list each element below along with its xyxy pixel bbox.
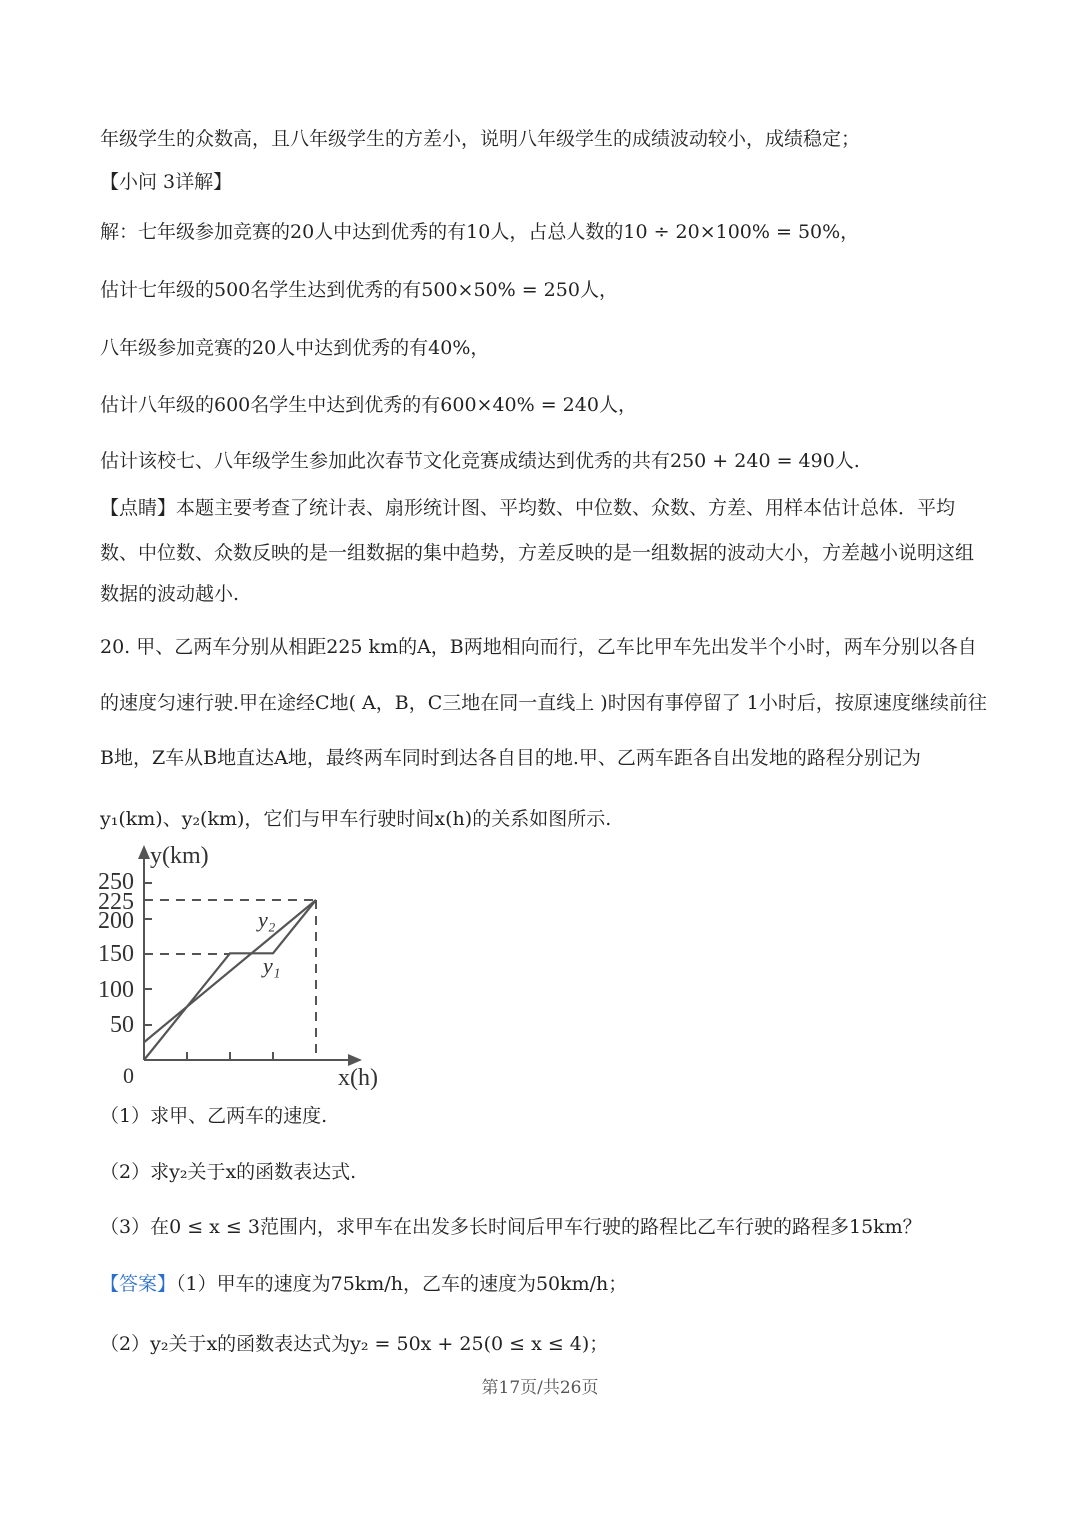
comment-line-3: 数据的波动越小. xyxy=(100,583,240,605)
text-line-5: 八年级参加竞赛的20人中达到优秀的有40%， xyxy=(100,337,490,359)
question-line-1: 20. 甲、乙两车分别从相距225 km的A，B两地相向而行，乙车比甲车先出发半个小时，两车分别以各自 xyxy=(100,636,977,658)
subquestion-1: （1）求甲、乙两车的速度. xyxy=(100,1105,328,1127)
text-line-3: 解：七年级参加竞赛的20人中达到优秀的有10人，占总人数的10 ÷ 20×100% = 50%， xyxy=(100,221,860,243)
y-tick-225: 225 xyxy=(98,889,134,915)
y-tick-200: 200 xyxy=(98,908,134,934)
y-axis-label: y(km) xyxy=(150,843,209,869)
question-line-3: B地，Z车从B地直达A地，最终两车同时到达各自目的地.甲、乙两车距各自出发地的路程分别记为 xyxy=(100,747,921,769)
x-axis-label: x(h) xyxy=(338,1065,378,1091)
answer-tag: 【答案】 xyxy=(100,1273,177,1295)
comment-line-1: 【点睛】本题主要考查了统计表、扇形统计图、平均数、中位数、众数、方差、用样本估计总体．平均 xyxy=(100,497,956,519)
distance-time-graph xyxy=(90,835,400,1095)
y-tick-250: 250 xyxy=(98,869,134,895)
question-line-4: y₁(km)、y₂(km)，它们与甲车行驶时间x(h)的关系如图所示. xyxy=(100,808,612,830)
question-line-2: 的速度匀速行驶.甲在途经C地( A，B，C三地在同一直线上 )时因有事停留了 1小时后，按原速度继续前往 xyxy=(100,692,987,714)
comment-line-2: 数、中位数、众数反映的是一组数据的集中趋势，方差反映的是一组数据的波动大小，方差越小说明这组 xyxy=(100,542,975,564)
series-y2-label: y₂ xyxy=(258,907,276,932)
series-y1-label: y₁ xyxy=(263,953,281,978)
y-tick-100: 100 xyxy=(98,977,134,1003)
origin-label: 0 xyxy=(123,1063,134,1088)
y-tick-150: 150 xyxy=(98,941,134,967)
subquestion-3: （3）在0 ≤ x ≤ 3范围内，求甲车在出发多长时间后甲车行驶的路程比乙车行驶的路程多15km？ xyxy=(100,1216,922,1238)
series-y1-line xyxy=(144,900,316,1060)
subquestion-2: （2）求y₂关于x的函数表达式. xyxy=(100,1161,357,1183)
answer-line-1 xyxy=(100,1270,1000,1298)
text-line-7: 估计该校七、八年级学生参加此次春节文化竞赛成绩达到优秀的共有250 + 240 = 490人. xyxy=(100,450,860,472)
answer-text-1: （1）甲车的速度为75km/h，乙车的速度为50km/h； xyxy=(176,1273,628,1295)
page-number: 第17页/共26页 xyxy=(481,1378,599,1398)
text-line-6: 估计八年级的600名学生中达到优秀的有600×40% = 240人， xyxy=(100,394,637,416)
y-tick-50: 50 xyxy=(110,1012,134,1038)
text-line-1: 年级学生的众数高，且八年级学生的方差小，说明八年级学生的成绩波动较小，成绩稳定； xyxy=(100,128,861,150)
y-axis-arrow xyxy=(138,845,150,859)
answer-line-2: （2）y₂关于x的函数表达式为y₂ = 50x + 25(0 ≤ x ≤ 4)； xyxy=(100,1333,609,1355)
text-line-4: 估计七年级的500名学生达到优秀的有500×50% = 250人， xyxy=(100,279,618,301)
subquestion-heading: 【小问 3详解】 xyxy=(100,171,233,193)
series-y2-line xyxy=(144,900,316,1042)
